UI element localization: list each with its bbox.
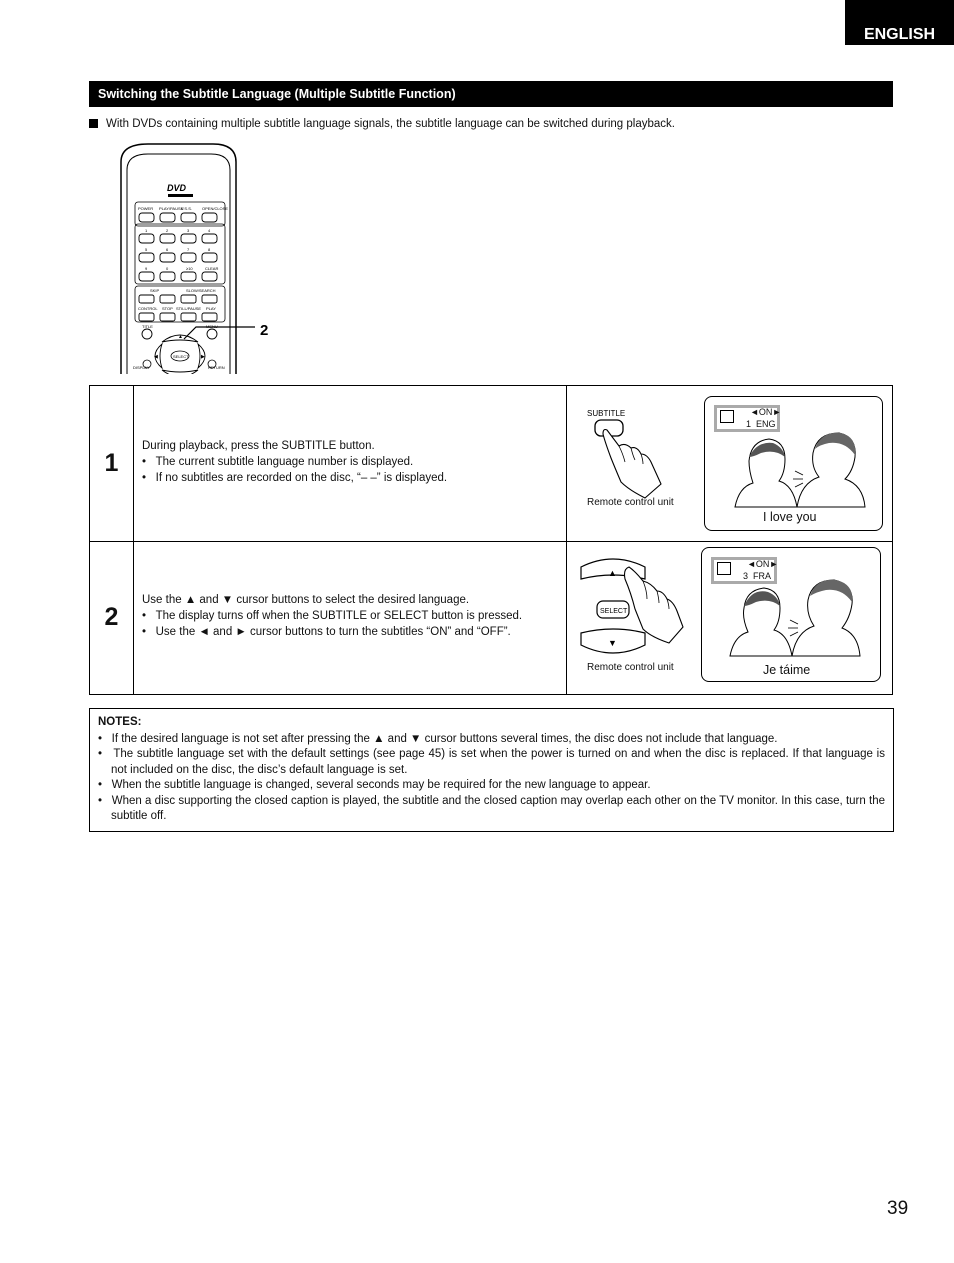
remote-label-play: PLAY [206,306,216,311]
tv-icon [717,562,731,575]
osd-state-1: ◄ON► [750,407,782,417]
remote-label-menu: MENU [206,324,218,329]
tv-screen-1 [704,396,883,531]
step-row-2 [90,541,892,694]
tv-screen-2 [701,547,881,682]
notes-box [89,708,894,832]
remote-label-display: DISPLAY [133,365,150,370]
step-1-bullet-2: • If no subtitles are recorded on the disc, “– –” is displayed. [142,472,448,484]
remote-label-stop: STOP [162,306,173,311]
osd-state-2: ◄ON► [747,559,779,569]
step-2-caption: Remote control unit [587,662,674,673]
remote-label-power: POWER [138,206,154,211]
note-item: • The subtitle language set with the default settings (see page 45) is set when the power is turned on and when the disc is replaced. If that language is not included on the disc, the disc’s default language is set. [98,748,885,776]
step-1-instruction: During playback, press the SUBTITLE button. [142,440,375,452]
remote-label-return: RETURN [208,365,225,370]
remote-label-control: CONTROL [138,306,158,311]
steps-table [89,385,893,695]
note-item: • When a disc supporting the closed caption is played, the subtitle and the closed caption may overlap each other on the TV monitor. In this case, turn the subtitle off. [98,794,885,822]
remote-control-illustration [118,142,288,374]
remote-key-0: 0 [166,266,169,271]
step-2-instruction: Use the ▲ and ▼ cursor buttons to select the desired language. [142,594,470,606]
step-number-2: 2 [90,541,134,694]
intro-paragraph [89,118,675,130]
subtitle-osd-2 [711,557,777,584]
tv-subtitle-text-2: Je táime [763,663,811,677]
remote-key-3: 3 [187,228,190,233]
remote-label-slow-search: SLOW/SEARCH [186,288,216,293]
subtitle-button-press-illustration [585,408,695,503]
svg-text:▶: ▶ [201,354,205,360]
remote-callout-number: 2 [260,322,269,339]
remote-key-4: 4 [208,228,211,233]
remote-label-skip: SKIP [150,288,160,293]
svg-text:▼: ▼ [608,638,617,648]
subtitle-button-label: SUBTITLE [587,409,626,418]
language-tab-label: ENGLISH [863,26,936,43]
step-2-figure [566,541,893,694]
select-button-label: SELECT [600,608,628,615]
language-tab [845,0,954,45]
step-number-1: 1 [90,386,134,541]
step-row-1 [90,386,892,542]
section-title: Switching the Subtitle Language (Multiple Subtitle Function) [89,81,893,107]
remote-label-open-close: OPEN/CLOSE [202,206,229,211]
step-text-2 [142,592,562,640]
step-1-figure [566,386,893,541]
subtitle-osd-1 [714,405,780,432]
svg-text:▲: ▲ [178,334,183,340]
cursor-button-press-illustration [577,553,697,665]
svg-text:▲: ▲ [608,568,617,578]
remote-label-still-pause: STILL/PAUSE [176,306,202,311]
osd-lang-1: 1 ENG [746,419,776,429]
remote-label-vss: V.S.S. [181,206,192,211]
intro-text: With DVDs containing multiple subtitle language signals, the subtitle language can be switched during playback. [106,118,675,130]
notes-heading: NOTES: [98,716,142,728]
remote-key-clear: CLEAR [205,266,219,271]
step-2-bullet-1: • The display turns off when the SUBTITLE or SELECT button is pressed. [142,610,523,622]
page-number: 39 [887,1198,909,1219]
remote-logo: DVD [167,183,187,193]
remote-key-6: 6 [166,247,169,252]
square-bullet-icon [89,119,98,128]
step-2-bullet-2: • Use the ◄ and ► cursor buttons to turn the subtitles “ON” and “OFF”. [142,626,511,638]
remote-select-label: SELECT [173,354,189,359]
tv-subtitle-text-1: I love you [763,510,817,524]
tv-icon [720,410,734,423]
remote-label-title: TITLE [142,324,153,329]
remote-key-7: 7 [187,247,190,252]
remote-key-1: 1 [145,228,148,233]
osd-lang-2: 3 FRA [743,571,772,581]
remote-label-play-pause: PLAY/PAUSE [159,206,184,211]
remote-key-8: 8 [208,247,211,252]
remote-key-5: 5 [145,247,148,252]
remote-key-2: 2 [166,228,169,233]
step-1-caption: Remote control unit [587,497,674,508]
note-item: • When the subtitle language is changed, several seconds may be required for the new language to appear. [98,779,651,791]
remote-key-10plus: ≥10 [186,266,193,271]
step-1-bullet-1: • The current subtitle language number is displayed. [142,456,414,468]
step-text-1 [142,438,562,486]
svg-text:◀: ◀ [154,354,158,360]
remote-key-9: 9 [145,266,148,271]
note-item: • If the desired language is not set after pressing the ▲ and ▼ cursor buttons several times, the disc does not include that language. [98,732,778,745]
